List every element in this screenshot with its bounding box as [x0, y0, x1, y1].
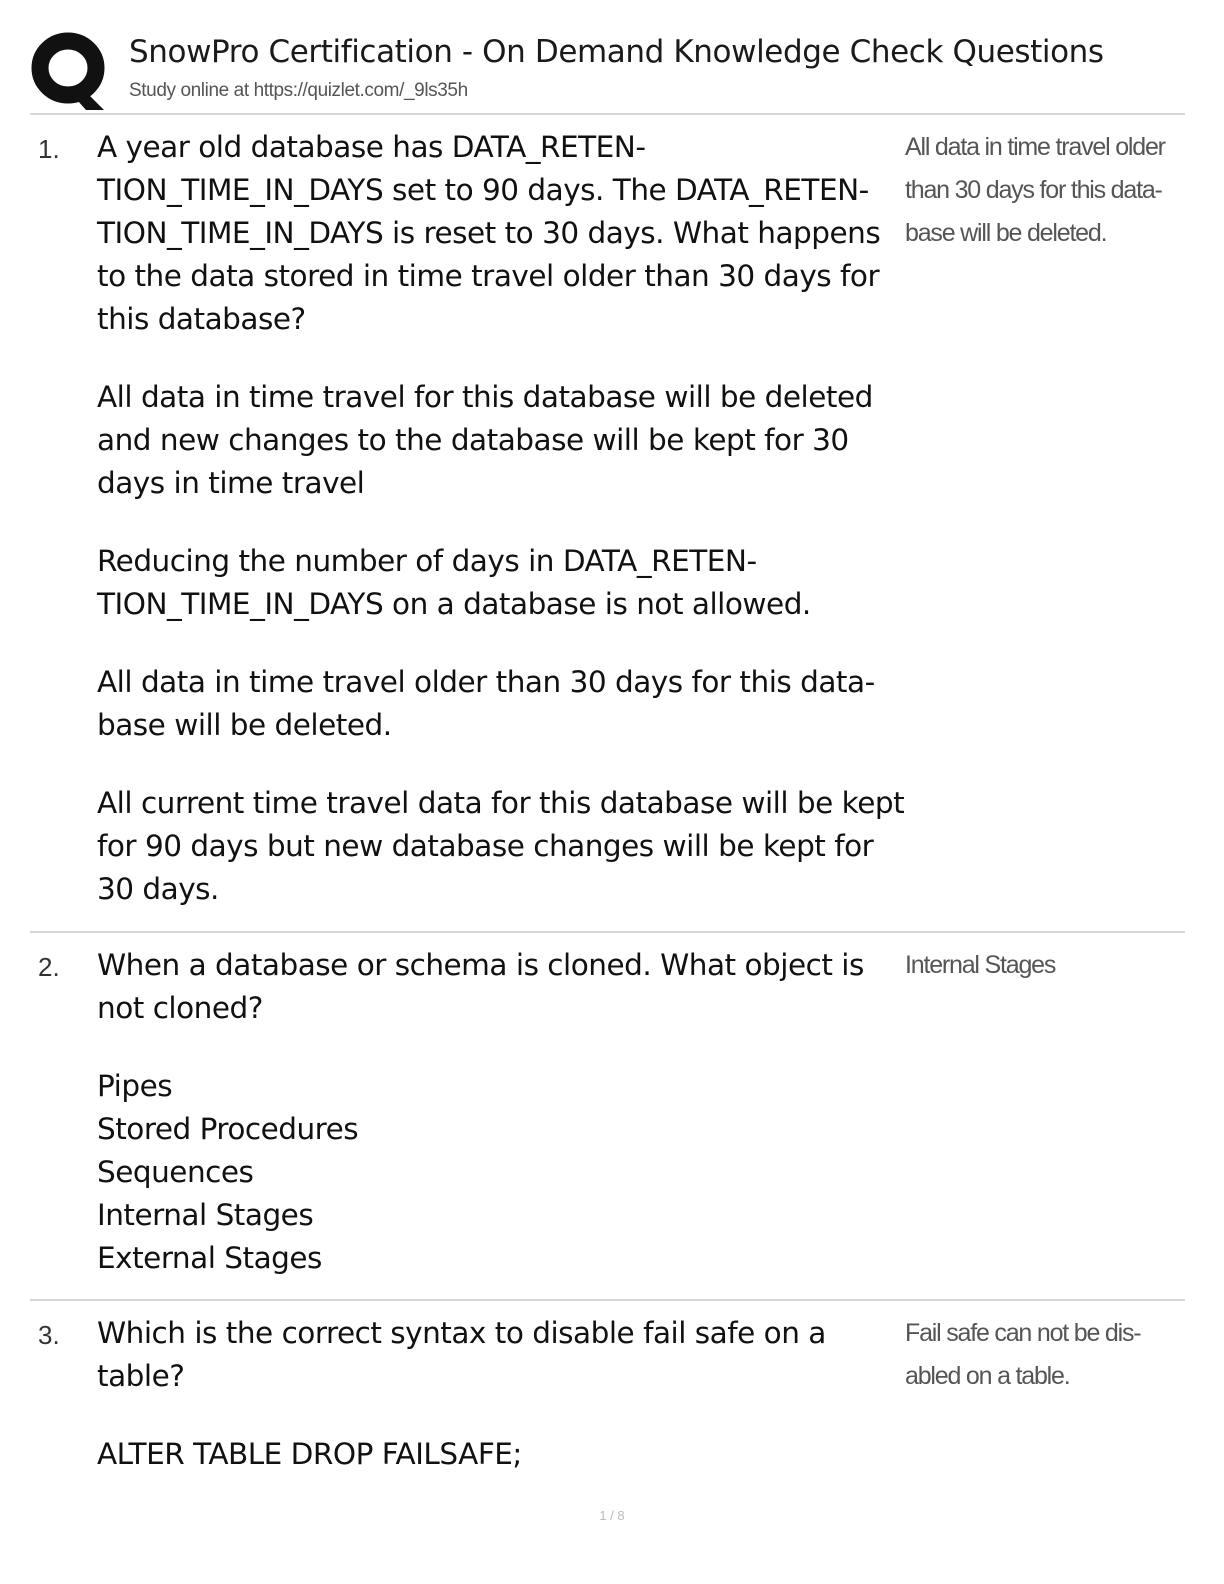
quizlet-logo-icon	[30, 30, 110, 110]
option-text: Sequences	[97, 1155, 254, 1189]
option-text: Reducing the number of days in DATA_RETENTION_TIME_IN_DAYS on a database is not allowed.	[97, 544, 811, 621]
option-text: Pipes	[97, 1069, 173, 1103]
question-text: When a database or schema is cloned. What object is not cloned?	[97, 948, 864, 1025]
option-text: All data in time travel older than 30 days for this database will be deleted.	[97, 665, 876, 742]
divider	[30, 931, 1185, 933]
answer-text: Fail safe can not be disabled on a table.	[905, 1319, 1142, 1390]
question-number: 3.	[38, 1320, 60, 1350]
divider	[30, 1299, 1185, 1301]
document-title: SnowPro Certification - On Demand Knowledge Check Questions	[129, 34, 1104, 70]
question-number: 2.	[38, 952, 60, 982]
page-header	[30, 28, 1190, 118]
option-text: All data in time travel for this database will be deleted and new changes to the database will be kept for 30 days in time travel	[97, 380, 873, 500]
option-text: External Stages	[97, 1241, 322, 1275]
option-list	[97, 1065, 907, 1280]
study-link[interactable]: Study online at https://quizlet.com/_9ls35h	[129, 80, 468, 101]
option-text: Stored Procedures	[97, 1112, 359, 1146]
answer-text: All data in time travel older than 30 days for this database will be deleted.	[905, 133, 1165, 247]
option-text: Internal Stages	[97, 1198, 314, 1232]
question-text: A year old database has DATA_RETENTION_TIME_IN_DAYS set to 90 days. The DATA_RETENTION_TIME_IN_DAYS is reset to 30 days. What happens to the data stored in time travel older than 30 days for this database?	[97, 130, 881, 336]
question-number: 1.	[38, 134, 60, 164]
divider	[30, 113, 1185, 115]
option-text: ALTER TABLE DROP FAILSAFE;	[97, 1437, 522, 1471]
page-number: 1 / 8	[599, 1508, 625, 1523]
answer-text: Internal Stages	[905, 951, 1056, 979]
question-text: Which is the correct syntax to disable fail safe on a table?	[97, 1316, 826, 1393]
option-text: All current time travel data for this database will be kept for 90 days but new database changes will be kept for 30 days.	[97, 786, 905, 906]
